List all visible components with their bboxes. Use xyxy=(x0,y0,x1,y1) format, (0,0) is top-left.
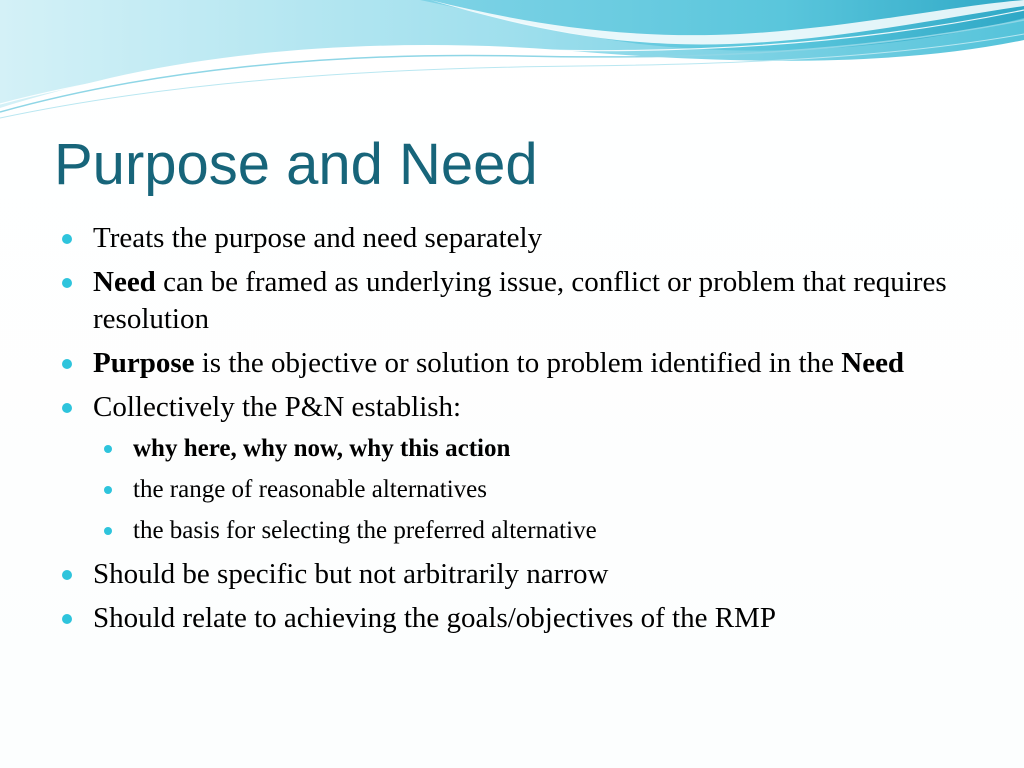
bullet-dot-icon xyxy=(62,614,72,624)
sub-bullet-item-1 xyxy=(104,433,962,465)
bullet-list xyxy=(62,220,962,644)
bullet-text: Should relate to achieving the goals/objectives of the RMP xyxy=(93,602,776,634)
sub-bullet-dot-icon xyxy=(104,445,112,453)
bullet-item-3 xyxy=(62,345,962,382)
bullet-item-2 xyxy=(62,264,962,338)
sub-bullet-dot-icon xyxy=(104,486,112,494)
bullet-dot-icon xyxy=(62,570,72,580)
bullet-item-1 xyxy=(62,220,962,257)
sub-bullet-text: the basis for selecting the preferred alternative xyxy=(133,517,597,544)
bullet-bold-term: Purpose xyxy=(93,347,195,379)
bullet-item-5 xyxy=(62,556,962,593)
bullet-dot-icon xyxy=(62,403,72,413)
bullet-bold-term: Need xyxy=(841,347,905,379)
sub-bullet-dot-icon xyxy=(104,527,112,535)
slide-title: Purpose and Need xyxy=(54,132,538,197)
bullet-text: is the objective or solution to problem identified in the xyxy=(194,347,842,379)
bullet-text: Collectively the P&N establish: xyxy=(93,391,462,423)
bullet-bold-term: Need xyxy=(93,266,156,298)
bullet-text: Treats the purpose and need separately xyxy=(93,222,543,254)
sub-bullet-item-2 xyxy=(104,474,962,506)
bullet-dot-icon xyxy=(62,234,72,244)
bullet-text: can be framed as underlying issue, conflict or problem that requires resolution xyxy=(93,266,947,335)
bullet-dot-icon xyxy=(62,278,72,288)
sub-bullet-text: why here, why now, why this action xyxy=(133,435,511,462)
header-wave-decoration xyxy=(0,0,1024,130)
bullet-text: Should be specific but not arbitrarily narrow xyxy=(93,558,609,590)
sub-bullet-item-3 xyxy=(104,515,962,547)
bullet-dot-icon xyxy=(62,359,72,369)
bullet-item-6 xyxy=(62,600,962,637)
sub-bullet-text: the range of reasonable alternatives xyxy=(133,476,487,503)
bullet-item-4 xyxy=(62,389,962,426)
